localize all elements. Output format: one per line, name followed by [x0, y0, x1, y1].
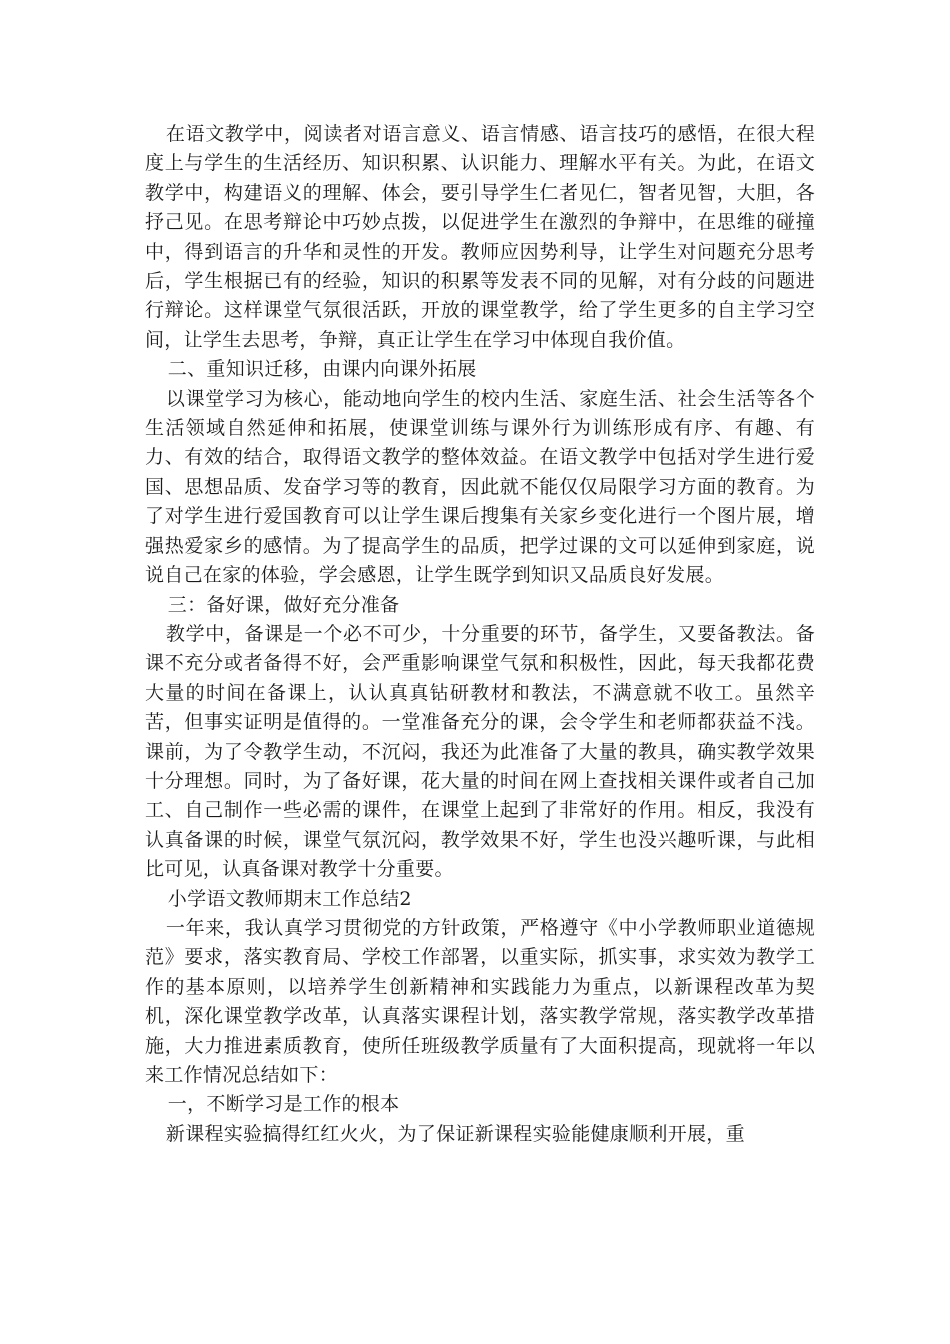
- paragraph-knowledge-transfer: 以课堂学习为核心，能动地向学生的校内生活、家庭生活、社会生活等各个生活领域自然延伸和拓展，使课堂训练与课外行为训练形成有序、有趣、有力、有效的结合，取得语文教学的整体效益。在语文教学中包括对学生进行爱国、思想品质、发奋学习等的教育，因此就不能仅仅局限学习方面的教育。为了对学生进行爱国教育可以让学生课后搜集有关家乡变化进行一个图片展，增强热爱家乡的感情。为了提高学生的品质，把学过课的文可以延伸到家庭，说说自己在家的体验，学会感恩，让学生既学到知识又品质良好发展。: [145, 387, 815, 587]
- document-subtitle-summary-2: 小学语文教师期末工作总结2: [167, 887, 412, 910]
- section-heading-knowledge-transfer: 二、重知识迁移，由课内向课外拓展: [167, 358, 477, 381]
- paragraph-year-summary: 一年来，我认真学习贯彻党的方针政策，严格遵守《中小学教师职业道德规范》要求，落实教育局、学校工作部署，以重实际，抓实事，求实效为教学工作的基本原则，以培养学生创新精神和实践能力为重点，以新课程改革为契机，深化课堂教学改革，认真落实课程计划，落实教学常规，落实教学改革措施，大力推进素质教育，使所任班级教学质量有了大面积提高，现就将一年以来工作情况总结如下：: [145, 916, 815, 1086]
- paragraph-lesson-prep: 教学中，备课是一个必不可少，十分重要的环节，备学生，又要备教法。备课不充分或者备得不好，会严重影响课堂气氛和积极性，因此，每天我都花费大量的时间在备课上，认认真真钻研教材和教法，不满意就不收工。虽然辛苦，但事实证明是值得的。一堂准备充分的课，会令学生和老师都获益不浅。课前，为了令教学生动，不沉闷，我还为此准备了大量的教具，确实教学效果十分理想。同时，为了备好课，花大量的时间在网上查找相关课件或者自己加工、自己制作一些必需的课件，在课堂上起到了非常好的作用。相反，我没有认真备课的时候，课堂气氛沉闷，教学效果不好，学生也没兴趣听课，与此相比可见，认真备课对教学十分重要。: [145, 622, 815, 881]
- document-body: [145, 120, 815, 1149]
- section-heading-continuous-learning: 一，不断学习是工作的根本: [167, 1093, 400, 1116]
- paragraph-new-curriculum: 新课程实验搞得红红火火，为了保证新课程实验能健康顺利开展，重: [165, 1122, 745, 1145]
- paragraph-reading-comprehension: 在语文教学中，阅读者对语言意义、语言情感、语言技巧的感悟，在很大程度上与学生的生活经历、知识积累、认识能力、理解水平有关。为此，在语文教学中，构建语义的理解、体会，要引导学生仁者见仁，智者见智，大胆，各抒己见。在思考辩论中巧妙点拨，以促进学生在激烈的争辩中，在思维的碰撞中，得到语言的升华和灵性的开发。教师应因势利导，让学生对问题充分思考后，学生根据已有的经验，知识的积累等发表不同的见解，对有分歧的问题进行辩论。这样课堂气氛很活跃，开放的课堂教学，给了学生更多的自主学习空间，让学生去思考，争辩，真正让学生在学习中体现自我价值。: [145, 123, 815, 351]
- section-heading-lesson-prep: 三：备好课，做好充分准备: [167, 593, 400, 616]
